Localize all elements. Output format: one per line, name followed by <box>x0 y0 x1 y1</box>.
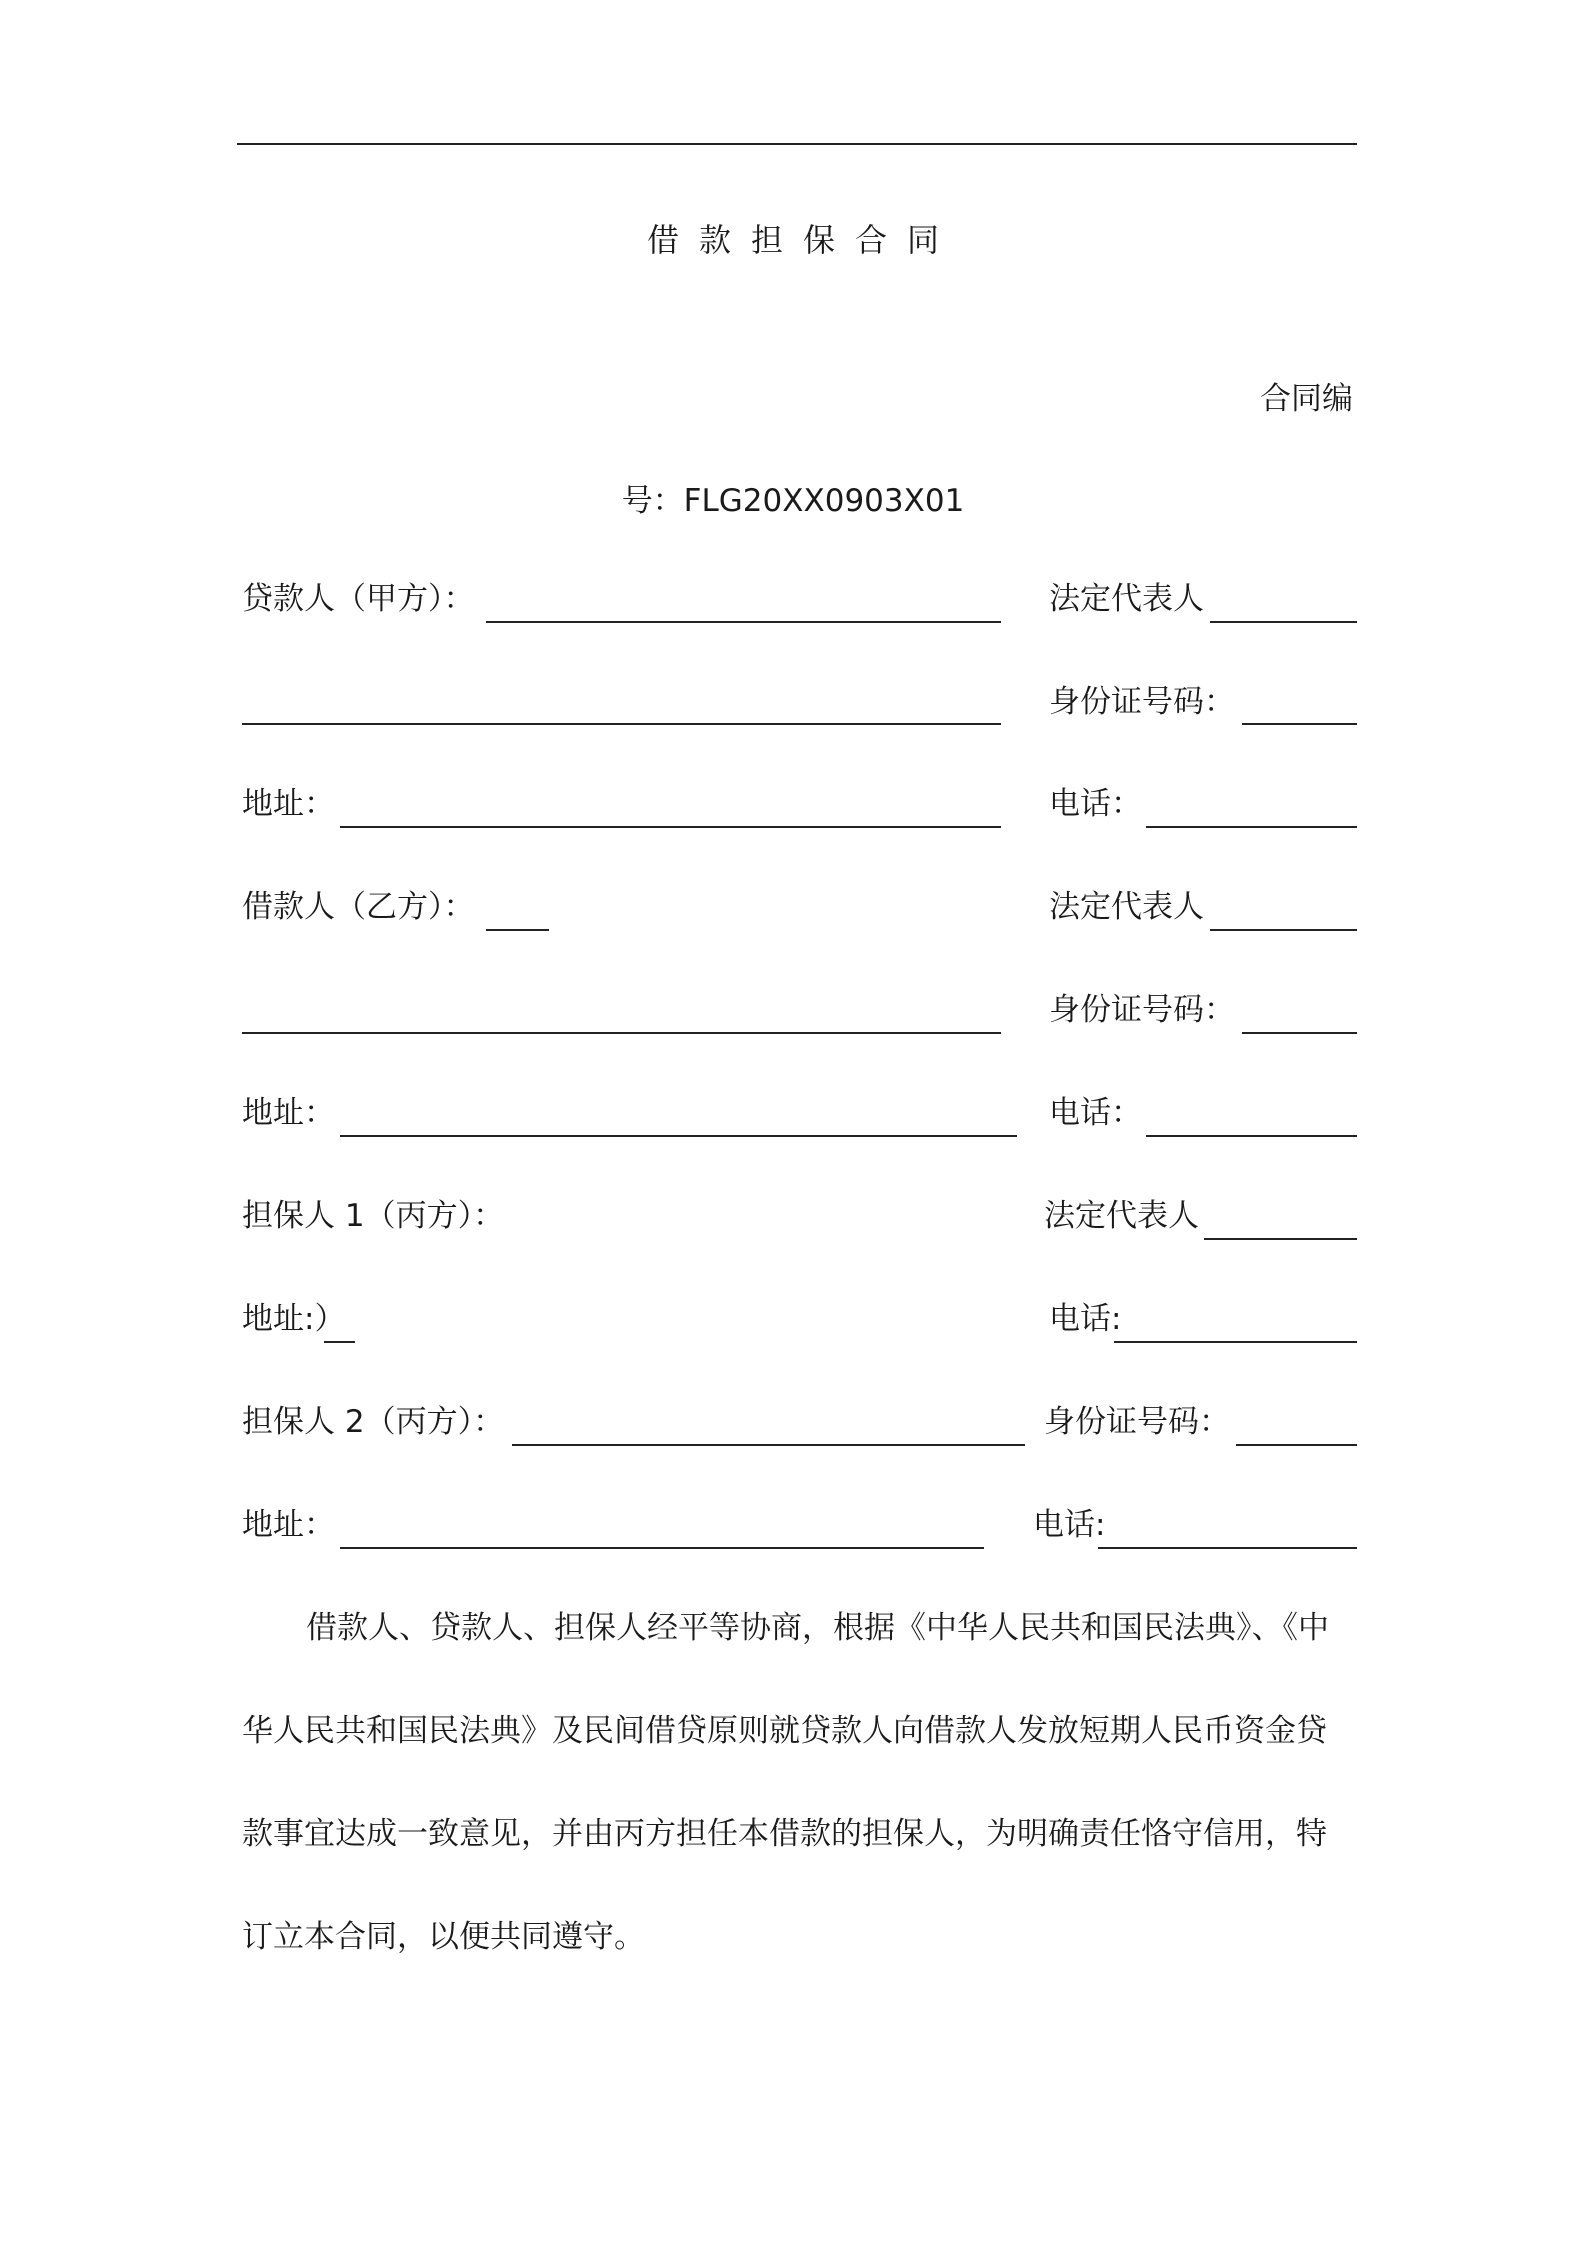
guarantor2-address-label: 地址： <box>242 1507 335 1543</box>
borrower-address-field[interactable] <box>340 1135 1017 1137</box>
preamble-line: 华人民共和国民法典》及民间借贷原则就贷款人向借款人发放短期人民币资金贷 <box>242 1713 1327 1749</box>
lender-phone-label: 电话： <box>1049 786 1142 822</box>
preamble-line: 订立本合同，以便共同遵守。 <box>242 1919 645 1955</box>
borrower-phone-field[interactable] <box>1146 1135 1357 1137</box>
header-rule <box>237 143 1357 145</box>
guarantor1-address-field[interactable] <box>324 1341 355 1343</box>
guarantor2-phone-label: 电话: <box>1033 1507 1106 1543</box>
guarantor2-id-field[interactable] <box>1236 1444 1357 1446</box>
contract-number-label: 合同编 <box>1260 381 1353 417</box>
guarantor1-rep-label: 法定代表人 <box>1044 1198 1199 1234</box>
preamble-line: 款事宜达成一致意见，并由丙方担任本借款的担保人，为明确责任恪守信用，特 <box>242 1816 1327 1852</box>
borrower-name-field[interactable] <box>486 929 549 931</box>
guarantor2-address-field[interactable] <box>340 1547 984 1549</box>
preamble-line: 借款人、贷款人、担保人经平等协商，根据《中华人民共和国民法典》、《中 <box>306 1610 1329 1646</box>
borrower-name-field-continued[interactable] <box>242 1032 1001 1034</box>
guarantor1-rep-field[interactable] <box>1204 1238 1357 1240</box>
guarantor2-name-field[interactable] <box>512 1444 1025 1446</box>
document-title: 借款担保合同 <box>646 221 959 259</box>
lender-rep-field[interactable] <box>1210 621 1357 623</box>
guarantor2-phone-field[interactable] <box>1098 1547 1357 1549</box>
lender-name-field[interactable] <box>486 621 1001 623</box>
lender-name-field-continued[interactable] <box>242 723 1001 725</box>
borrower-address-label: 地址： <box>242 1095 335 1131</box>
guarantor1-name-label: 担保人 1（丙方）： <box>242 1198 505 1234</box>
guarantor1-phone-label: 电话: <box>1049 1301 1122 1337</box>
lender-id-field[interactable] <box>1242 723 1357 725</box>
lender-phone-field[interactable] <box>1146 826 1357 828</box>
borrower-rep-label: 法定代表人 <box>1049 889 1204 925</box>
guarantor2-name-label: 担保人 2（丙方）： <box>242 1404 505 1440</box>
borrower-rep-field[interactable] <box>1210 929 1357 931</box>
borrower-id-field[interactable] <box>1242 1032 1357 1034</box>
guarantor1-address-label: 地址:） <box>242 1301 346 1337</box>
borrower-id-label: 身份证号码： <box>1049 992 1235 1028</box>
borrower-phone-label: 电话： <box>1049 1095 1142 1131</box>
lender-name-label: 贷款人（甲方）： <box>242 581 475 617</box>
guarantor1-phone-field[interactable] <box>1114 1341 1357 1343</box>
contract-number-value: 号：FLG20XX0903X01 <box>621 483 965 519</box>
borrower-name-label: 借款人（乙方）： <box>242 889 475 925</box>
lender-address-field[interactable] <box>340 826 1001 828</box>
guarantor2-id-label: 身份证号码： <box>1044 1404 1230 1440</box>
lender-id-label: 身份证号码： <box>1049 684 1235 720</box>
lender-rep-label: 法定代表人 <box>1049 581 1204 617</box>
lender-address-label: 地址： <box>242 786 335 822</box>
